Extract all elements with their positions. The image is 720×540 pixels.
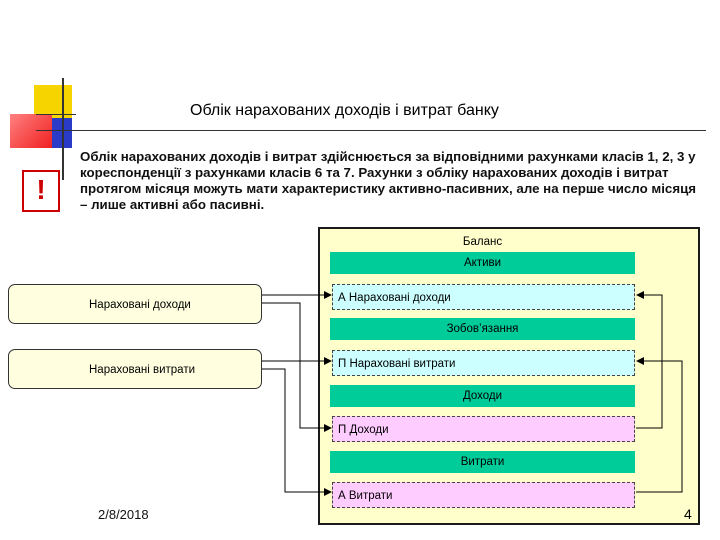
section-header-assets: Активи <box>330 252 635 274</box>
section-header-income: Доходи <box>330 385 635 407</box>
slide-title: Облік нарахованих доходів і витрат банку <box>190 102 499 119</box>
account-expenses: А Витрати <box>332 482 635 508</box>
balance-label: Баланс <box>462 236 503 248</box>
arrow-income-to-revenue <box>262 303 331 428</box>
source-accrued-income: Нараховані доходи <box>8 284 262 324</box>
section-header-expenses: Витрати <box>330 451 635 473</box>
account-income: П Доходи <box>332 416 635 442</box>
arrow-cost-to-liability <box>636 361 682 492</box>
arrow-expense-to-cost <box>262 369 331 492</box>
section-header-liabilities: Зобов’язання <box>330 318 635 340</box>
slide-date: 2/8/2018 <box>98 507 149 522</box>
account-accrued-expenses: П Нараховані витрати <box>332 350 635 376</box>
account-accrued-income: А Нараховані доходи <box>332 284 635 310</box>
source-accrued-expenses: Нараховані витрати <box>8 349 262 389</box>
description-paragraph: Облік нарахованих доходів і витрат здійснюється за відповідними рахунками класів 1, 2, 3 у кореспонденції з рахунками класів 6 та 7. Рахунки з обліку нарахованих доходів і витрат протягом місяця можуть мати характеристику активно-пасивних, але на перше число місяця – лише активні або пасивні. <box>80 149 697 212</box>
alert-icon: ! <box>22 170 60 212</box>
page-number: 4 <box>684 506 692 522</box>
